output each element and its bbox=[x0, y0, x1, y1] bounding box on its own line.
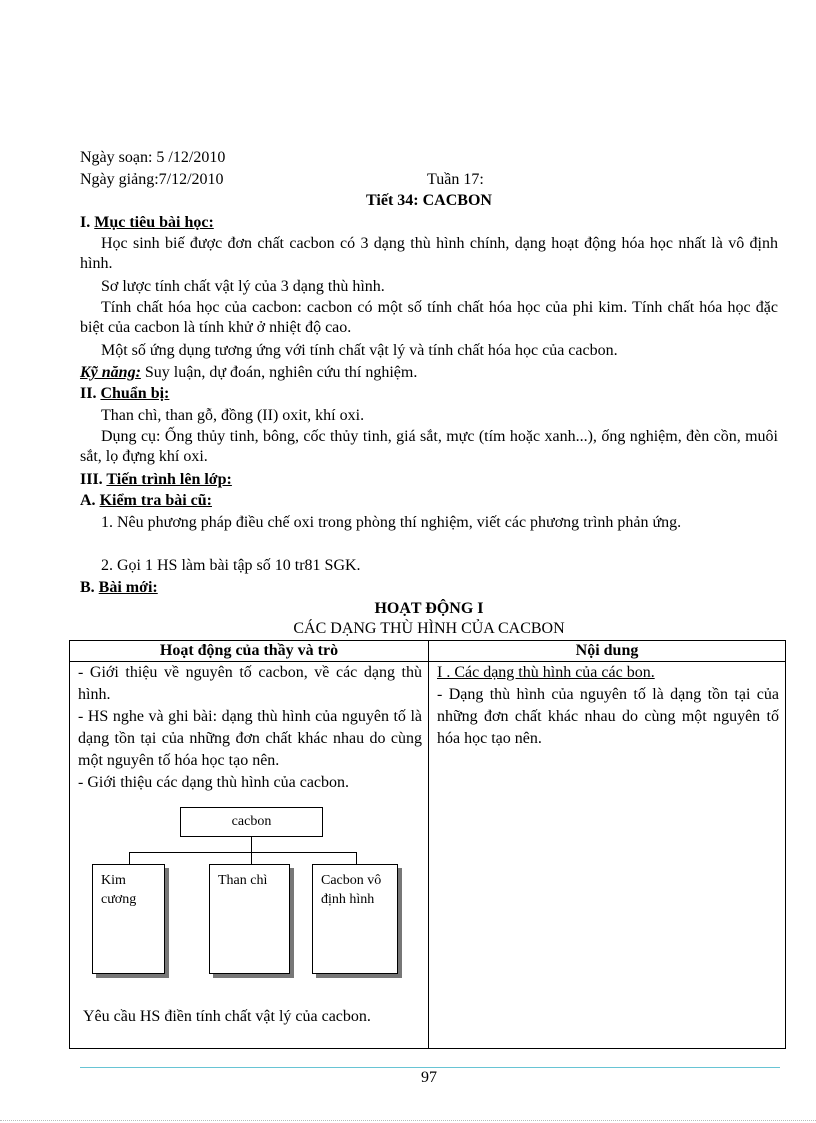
review-question-1: 1. Nêu phương pháp điều chế oxi trong phòng thí nghiệm, viết các phương trình phản ứng. bbox=[101, 514, 682, 531]
section-a-num: A. bbox=[80, 492, 96, 509]
diagram-root-box: cacbon bbox=[180, 807, 323, 837]
diagram-box-amorphous: Cacbon vô định hình bbox=[312, 864, 398, 974]
left-forms: - Giới thiệu các dạng thù hình của cacbon. bbox=[78, 774, 350, 791]
right-cell bbox=[429, 662, 786, 1049]
table-header-row bbox=[70, 641, 786, 662]
left-definition: - HS nghe và ghi bài: dạng thù hình của nguyên tố là dạng tồn tại của những đơn chất khác nhau do cùng một nguyên tố hóa học tạo nên. bbox=[78, 708, 422, 769]
section-3-title: Tiến trình lên lớp: bbox=[106, 471, 232, 488]
diagram-connector bbox=[129, 852, 357, 853]
activity-table bbox=[69, 640, 786, 1049]
page-bottom-dots bbox=[0, 1120, 816, 1121]
section-2-title: Chuẩn bị: bbox=[100, 385, 170, 402]
col-content: Nội dung bbox=[429, 641, 786, 662]
section-a-heading bbox=[80, 491, 778, 511]
section-1-num: I. bbox=[80, 214, 91, 231]
section-3-num: III. bbox=[80, 471, 103, 488]
section-b-title: Bài mới: bbox=[98, 579, 158, 596]
right-heading: I . Các dạng thù hình của các bon. bbox=[437, 664, 655, 681]
materials: Than chì, than gỗ, đồng (II) oxit, khí oxi. bbox=[101, 407, 365, 424]
section-b-num: B. bbox=[80, 579, 95, 596]
review-question-2: 2. Gọi 1 HS làm bài tập số 10 tr81 SGK. bbox=[101, 557, 361, 574]
section-2-heading bbox=[80, 384, 778, 404]
left-cell bbox=[70, 662, 429, 1049]
week-label: Tuần 17: bbox=[427, 171, 484, 188]
col-teacher-student: Hoạt động của thầy và trò bbox=[70, 641, 429, 662]
activity-title: HOẠT ĐỘNG I bbox=[374, 600, 484, 617]
section-3-heading bbox=[80, 470, 778, 490]
section-b-heading bbox=[80, 578, 778, 598]
left-intro: - Giới thiệu về nguyên tố cacbon, về các dạng thù hình. bbox=[78, 664, 422, 703]
diagram-box-graphite: Than chì bbox=[209, 864, 290, 974]
skill-text: Suy luận, dự đoán, nghiên cứu thí nghiệm. bbox=[140, 364, 418, 381]
objective-4: Một số ứng dụng tương ứng với tính chất vật lý và tính chất hóa học của cacbon. bbox=[101, 342, 618, 359]
section-2-num: II. bbox=[80, 385, 97, 402]
diagram-box-diamond: Kim cương bbox=[92, 864, 165, 974]
skill-label: Kỹ năng: bbox=[80, 364, 141, 381]
right-definition: - Dạng thù hình của nguyên tố là dạng tồn tại của những đơn chất khác nhau do cùng một nguyên tố hóa học tạo nên. bbox=[437, 686, 779, 747]
lesson-title: Tiết 34: CACBON bbox=[366, 192, 492, 209]
left-request: Yêu cầu HS điền tính chất vật lý của cacbon. bbox=[83, 1008, 371, 1025]
diagram-connector bbox=[251, 837, 252, 853]
prep-date: Ngày soạn: 5 /12/2010 bbox=[80, 149, 226, 166]
objective-3: Tính chất hóa học của cacbon: cacbon có một số tính chất hóa học của phi kim. Tính chất hóa học đặc biệt của cacbon là tính khử ở nhiệt độ cao. bbox=[80, 299, 778, 336]
objective-1: Học sinh biế được đơn chất cacbon có 3 dạng thù hình chính, dạng hoạt động hóa học nhất là vô định hình. bbox=[80, 235, 778, 272]
teaching-date: Ngày giảng:7/12/2010 bbox=[80, 171, 224, 188]
skill-line bbox=[80, 363, 778, 383]
objective-2: Sơ lược tính chất vật lý của 3 dạng thù hình. bbox=[101, 278, 385, 295]
section-1-heading bbox=[80, 213, 778, 233]
section-1-title: Mục tiêu bài học: bbox=[94, 214, 214, 231]
page-number: 97 bbox=[421, 1069, 437, 1086]
equipment: Dụng cụ: Ống thủy tinh, bông, cốc thủy tinh, giá sắt, mực (tím hoặc xanh...), ống nghiệm, đèn cồn, muôi sắt, lọ đựng khí oxi. bbox=[80, 428, 778, 465]
activity-subtitle: CÁC DẠNG THÙ HÌNH CỦA CACBON bbox=[293, 620, 565, 637]
table-row bbox=[70, 662, 786, 1049]
section-a-title: Kiểm tra bài cũ: bbox=[99, 492, 212, 509]
